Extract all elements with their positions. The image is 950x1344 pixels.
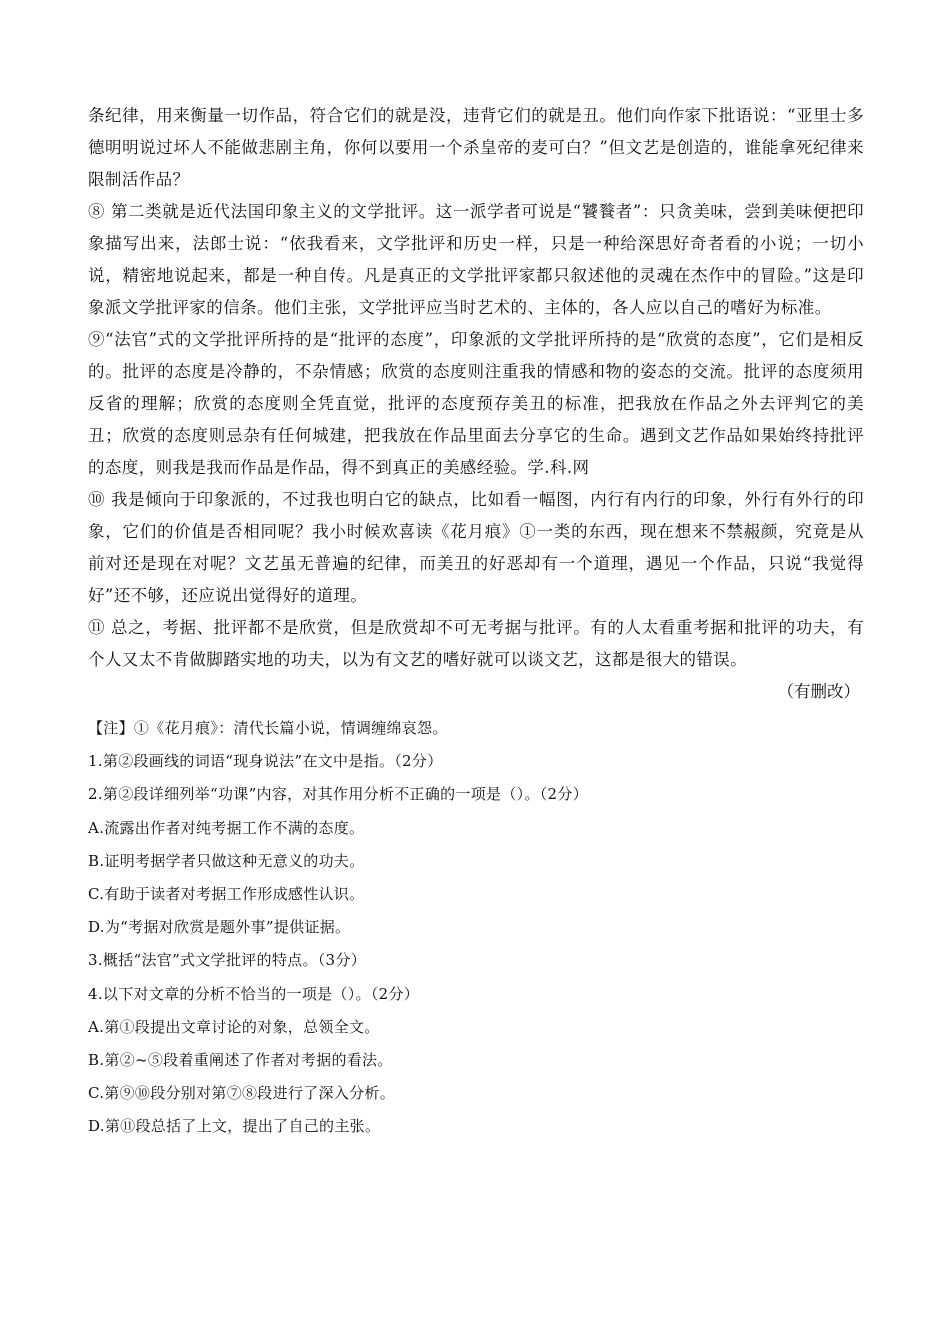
question-4-option-b: B.第②~⑤段着重阐述了作者对考据的看法。 [88,1051,393,1070]
question-4: 4.以下对文章的分析不恰当的一项是（）。（2分） [88,984,420,1003]
question-1: 1.第②段画线的词语“现身说法”在文中是指。（2分） [88,752,443,771]
document-page [88,100,864,1144]
paragraph-7-continued: 条纪律，用来衡量一切作品，符合它们的就是没，违背它们的就是丑。他们向作家下批语说：“亚里士多德明明说过坏人不能做悲剧主角，你何以要用一个杀皇帝的麦可白？”但文艺是创造的，谁能拿死纪律来限制活作品？ [88,106,864,189]
article-body [88,100,864,708]
revision-note: （有删改） [777,682,860,701]
paragraph-8: ⑧ 第二类就是近代法国印象主义的文学批评。这一派学者可说是“饕餮者”：只贪美味，尝到美味便把印象描写出来，法郎士说：“依我看来，文学批评和历史一样，只是一种给深思好奇者看的小说；一切小说，精密地说起来，都是一种自传。凡是真正的文学批评家都只叙述他的灵魂在杰作中的冒险。”这是印象派文学批评家的信条。他们主张，文学批评应当时艺术的、主体的，各人应以自己的嗜好为标准。 [88,202,864,317]
question-4-option-c: C.第⑨⑩段分别对第⑦⑧段进行了深入分析。 [88,1084,396,1103]
footnote: 【注】①《花月痕》：清代长篇小说，情调缠绵哀怨。 [88,719,448,737]
paragraph-10: ⑩ 我是倾向于印象派的，不过我也明白它的缺点，比如看一幅图，内行有内行的印象，外行有外行的印象，它们的价值是否相同呢？我小时候欢喜读《花月痕》①一类的东西，现在想来不禁赧颜，究竟是从前对还是现在对呢？文艺虽无普遍的纪律，而美丑的好恶却有一个道理，遇见一个作品，只说“我觉得好”还不够，还应说出觉得好的道理。 [88,490,864,605]
question-2-option-c: C.有助于读者对考据工作形成感性认识。 [88,885,365,904]
question-2-option-b: B.证明考据学者只做这种无意义的功夫。 [88,851,365,870]
question-2: 2.第②段详细列举“功课”内容，对其作用分析不正确的一项是（）。（2分） [88,785,588,804]
paragraph-9: ⑨“法官”式的文学批评所持的是“批评的态度”，印象派的文学批评所持的是“欣赏的态度”，它们是相反的。批评的态度是冷静的，不杂情感；欣赏的态度则注重我的情感和物的姿态的交流。批评的态度须用反省的理解；欣赏的态度则全凭直觉，批评的态度预存美丑的标准，把我放在作品之外去评判它的美丑；欣赏的态度则忌杂有任何城建，把我放在作品里面去分享它的生命。遇到文艺作品如果始终持批评的态度，则我是我而作品是作品，得不到真正的美感经验。学.科.网 [88,330,864,477]
question-4-option-a: A.第①段提出文章讨论的对象，总领全文。 [88,1017,380,1036]
paragraph-11: ⑪ 总之，考据、批评都不是欣赏，但是欣赏却不可无考据与批评。有的人太看重考据和批评的功夫，有个人又太不肯做脚踏实地的功夫，以为有文艺的嗜好就可以谈文艺，这都是很大的错误。 [88,618,864,669]
question-2-option-a: A.流露出作者对纯考据工作不满的态度。 [88,818,365,837]
questions-section [88,712,864,1144]
question-2-option-d: D.为“考据对欣赏是题外事”提供证据。 [88,918,351,937]
question-4-option-d: D.第⑪段总括了上文，提出了自己的主张。 [88,1117,381,1136]
question-3: 3.概括“法官”式文学批评的特点。（3分） [88,951,366,970]
